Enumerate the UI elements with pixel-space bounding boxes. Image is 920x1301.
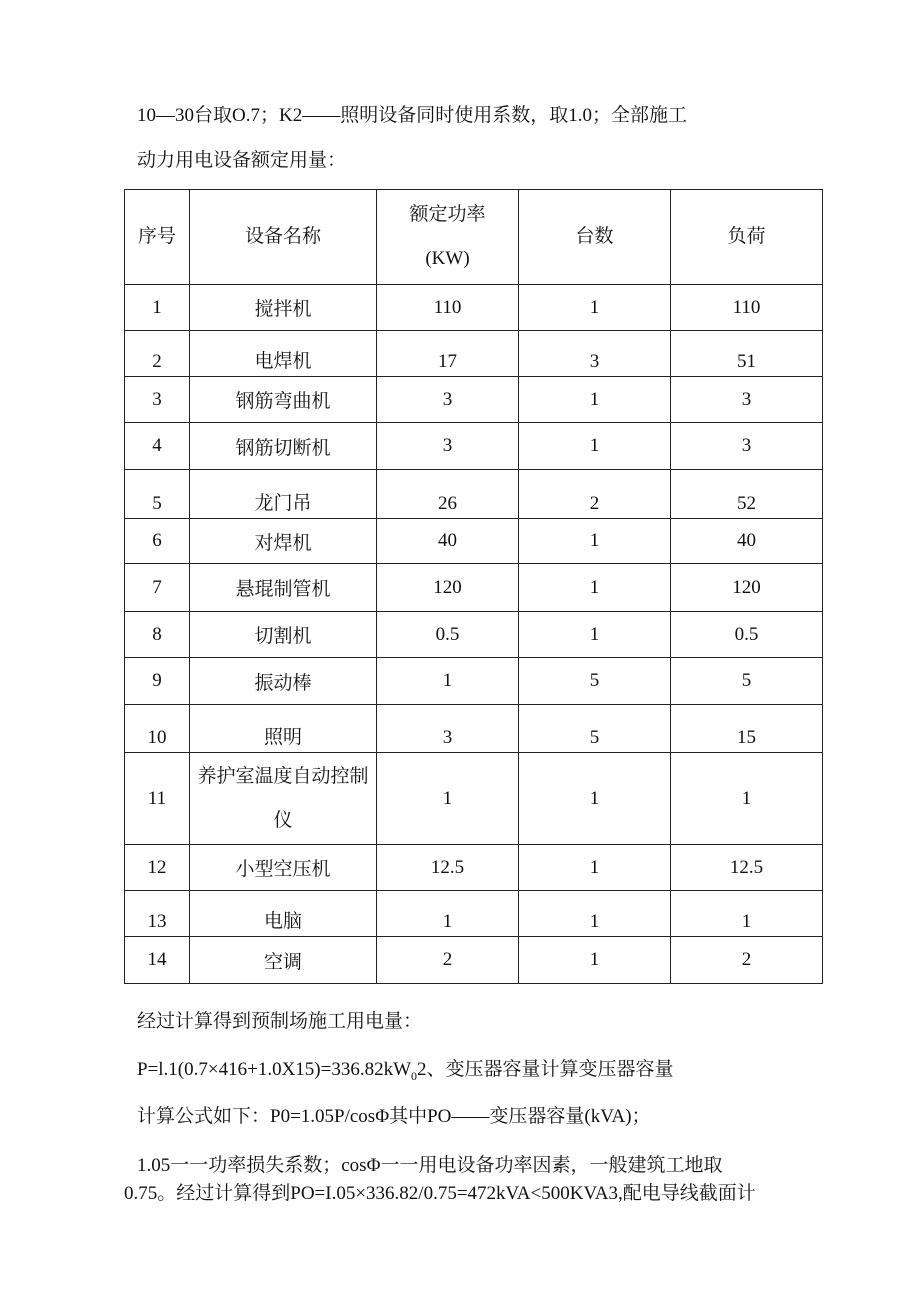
cell-no: 5 (125, 470, 190, 519)
cell-count: 2 (519, 470, 671, 519)
cell-name: 小型空压机 (190, 845, 377, 891)
cell-name: 钢筋切断机 (190, 423, 377, 470)
header-power-line2: (KW) (425, 248, 470, 269)
table-row (125, 612, 823, 658)
cell-load: 0.5 (671, 612, 823, 658)
power-formula-a: P=l.1(0.7×416+1.0X15)=336.82kW (137, 1059, 412, 1080)
table-row (125, 891, 823, 937)
table-row (125, 658, 823, 705)
cell-power: 40 (377, 519, 519, 564)
header-count: 台数 (519, 190, 671, 285)
cell-count: 3 (519, 331, 671, 377)
cell-name: 切割机 (190, 612, 377, 658)
cell-name: 振动棒 (190, 658, 377, 705)
cell-count: 1 (519, 285, 671, 331)
table-row (125, 564, 823, 612)
table-row (125, 470, 823, 519)
table-row (125, 705, 823, 753)
cell-power: 3 (377, 423, 519, 470)
table-row (125, 753, 823, 845)
intro-line-2: 动力用电设备额定用量： (137, 150, 347, 171)
power-formula (137, 1059, 674, 1087)
equipment-power-table (124, 189, 823, 984)
cell-count: 5 (519, 658, 671, 705)
cell-power: 1 (377, 658, 519, 705)
cell-count: 1 (519, 845, 671, 891)
cell-name-line1: 养护室温度自动控制 (197, 765, 369, 787)
cell-no: 6 (125, 519, 190, 564)
cell-count: 1 (519, 564, 671, 612)
cell-load: 15 (671, 705, 823, 753)
cell-no: 4 (125, 423, 190, 470)
power-formula-b: 2、变压器容量计算变压器容量 (417, 1059, 674, 1080)
table-row (125, 937, 823, 984)
cell-power: 3 (377, 705, 519, 753)
cell-load: 3 (671, 423, 823, 470)
cell-no: 12 (125, 845, 190, 891)
cell-no: 9 (125, 658, 190, 705)
cell-name: 电焊机 (190, 331, 377, 377)
cell-power: 26 (377, 470, 519, 519)
cell-load: 120 (671, 564, 823, 612)
power-formula-sub: 0 (411, 1068, 418, 1083)
cell-no: 14 (125, 937, 190, 984)
cell-no: 7 (125, 564, 190, 612)
cell-power: 12.5 (377, 845, 519, 891)
cell-name: 照明 (190, 705, 377, 753)
header-power (377, 190, 519, 285)
cell-load: 1 (671, 891, 823, 937)
table-row (125, 423, 823, 470)
cell-load: 5 (671, 658, 823, 705)
cell-count: 1 (519, 377, 671, 423)
table-row (125, 519, 823, 564)
table-row (125, 377, 823, 423)
cell-load: 12.5 (671, 845, 823, 891)
cell-no: 11 (125, 753, 190, 845)
table-row (125, 285, 823, 331)
cell-load: 2 (671, 937, 823, 984)
header-power-line1: 额定功率 (409, 204, 486, 225)
transformer-formula: 计算公式如下：P0=1.05P/cosΦ其中PO——变压器容量(kVA)； (137, 1106, 651, 1127)
cell-count: 1 (519, 937, 671, 984)
cell-count: 1 (519, 423, 671, 470)
cell-name: 搅拌机 (190, 285, 377, 331)
cell-power: 110 (377, 285, 519, 331)
cell-power: 2 (377, 937, 519, 984)
intro-line-1: 10—30台取O.7；K2——照明设备同时使用系数，取1.0；全部施工 (137, 105, 687, 126)
cell-load: 52 (671, 470, 823, 519)
cell-name: 龙门吊 (190, 470, 377, 519)
cell-no: 3 (125, 377, 190, 423)
cell-count: 1 (519, 891, 671, 937)
cell-load: 40 (671, 519, 823, 564)
cell-power: 1 (377, 753, 519, 845)
coefficient-note: 1.05一一功率损失系数；cosΦ一一用电设备功率因素，一般建筑工地取 (137, 1155, 723, 1176)
cell-power: 3 (377, 377, 519, 423)
transformer-result: 0.75。经过计算得到PO=I.05×336.82/0.75=472kVA<500KVA3,配电导线截面计 (124, 1183, 756, 1204)
cell-no: 13 (125, 891, 190, 937)
cell-name: 悬琨制管机 (190, 564, 377, 612)
cell-load: 3 (671, 377, 823, 423)
cell-power: 1 (377, 891, 519, 937)
cell-no: 8 (125, 612, 190, 658)
header-name: 设备名称 (190, 190, 377, 285)
cell-count: 5 (519, 705, 671, 753)
table-header-row (125, 190, 823, 285)
cell-power: 120 (377, 564, 519, 612)
cell-no: 10 (125, 705, 190, 753)
table-row (125, 845, 823, 891)
cell-power: 0.5 (377, 612, 519, 658)
cell-name: 空调 (190, 937, 377, 984)
cell-name (190, 753, 377, 845)
cell-name: 对焊机 (190, 519, 377, 564)
cell-name-line2: 仪 (273, 809, 293, 831)
cell-no: 1 (125, 285, 190, 331)
cell-count: 1 (519, 612, 671, 658)
header-load: 负荷 (671, 190, 823, 285)
cell-load: 51 (671, 331, 823, 377)
cell-count: 1 (519, 519, 671, 564)
cell-load: 1 (671, 753, 823, 845)
header-no: 序号 (125, 190, 190, 285)
cell-name: 钢筋弯曲机 (190, 377, 377, 423)
cell-no: 2 (125, 331, 190, 377)
result-intro: 经过计算得到预制场施工用电量： (137, 1011, 423, 1032)
cell-load: 110 (671, 285, 823, 331)
cell-power: 17 (377, 331, 519, 377)
cell-count: 1 (519, 753, 671, 845)
cell-name: 电脑 (190, 891, 377, 937)
table-row (125, 331, 823, 377)
